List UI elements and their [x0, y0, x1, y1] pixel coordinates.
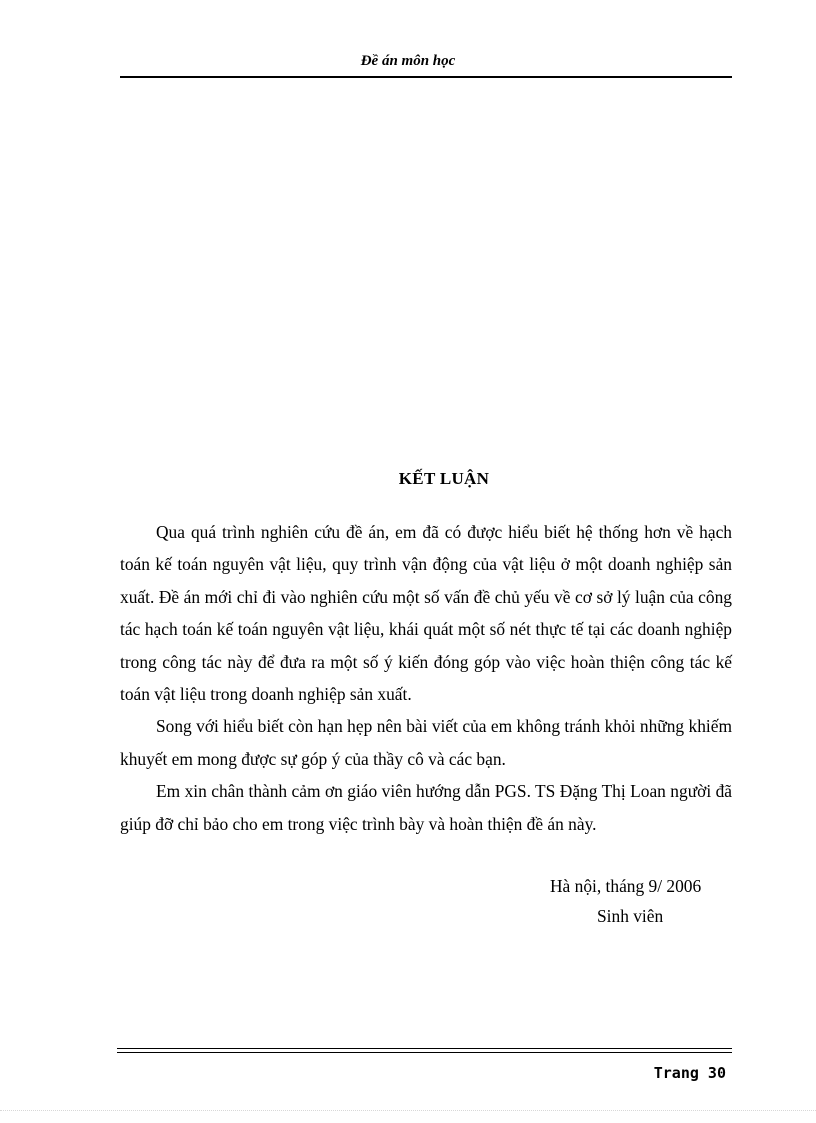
paragraph: Qua quá trình nghiên cứu đề án, em đã có được hiểu biết hệ thống hơn về hạch toán kế toán nguyên vật liệu, quy trình vận động của vật liệu ở một doanh nghiệp sản xuất. Đề án mới chỉ đi vào nghiên cứu một số vấn đề chủ yếu về cơ sở lý luận của công tác hạch toán kế toán nguyên vật liệu, khái quát một số nét thực tế tại các doanh nghiệp trong công tác này để đưa ra một số ý kiến đóng góp vào việc hoàn thiện công tác kế toán vật liệu trong doanh nghiệp sản xuất.: [120, 522, 732, 705]
running-header-title: Đề án môn học: [360, 53, 456, 69]
signoff-role: Sinh viên: [597, 906, 664, 926]
body-text: [120, 516, 732, 840]
paragraph: Em xin chân thành cảm ơn giáo viên hướng dẫn PGS. TS Đặng Thị Loan người đã giúp đỡ chỉ bảo cho em trong việc trình bày và hoàn thiện đề án này.: [120, 781, 732, 834]
footer-rule-secondary: [117, 1052, 732, 1053]
header-rule: [120, 76, 732, 78]
signoff-block: [550, 871, 701, 931]
section-title: KẾT LUẬN: [398, 469, 490, 488]
page-bottom-edge: [0, 1110, 816, 1111]
page-number: Trang 30: [653, 1064, 726, 1082]
paragraph: Song với hiểu biết còn hạn hẹp nên bài viết của em không tránh khỏi những khiếm khuyết em mong được sự góp ý của thầy cô và các bạn.: [120, 716, 732, 769]
footer-rule: [117, 1048, 732, 1049]
signoff-place-date: Hà nội, tháng 9/ 2006: [550, 876, 702, 896]
